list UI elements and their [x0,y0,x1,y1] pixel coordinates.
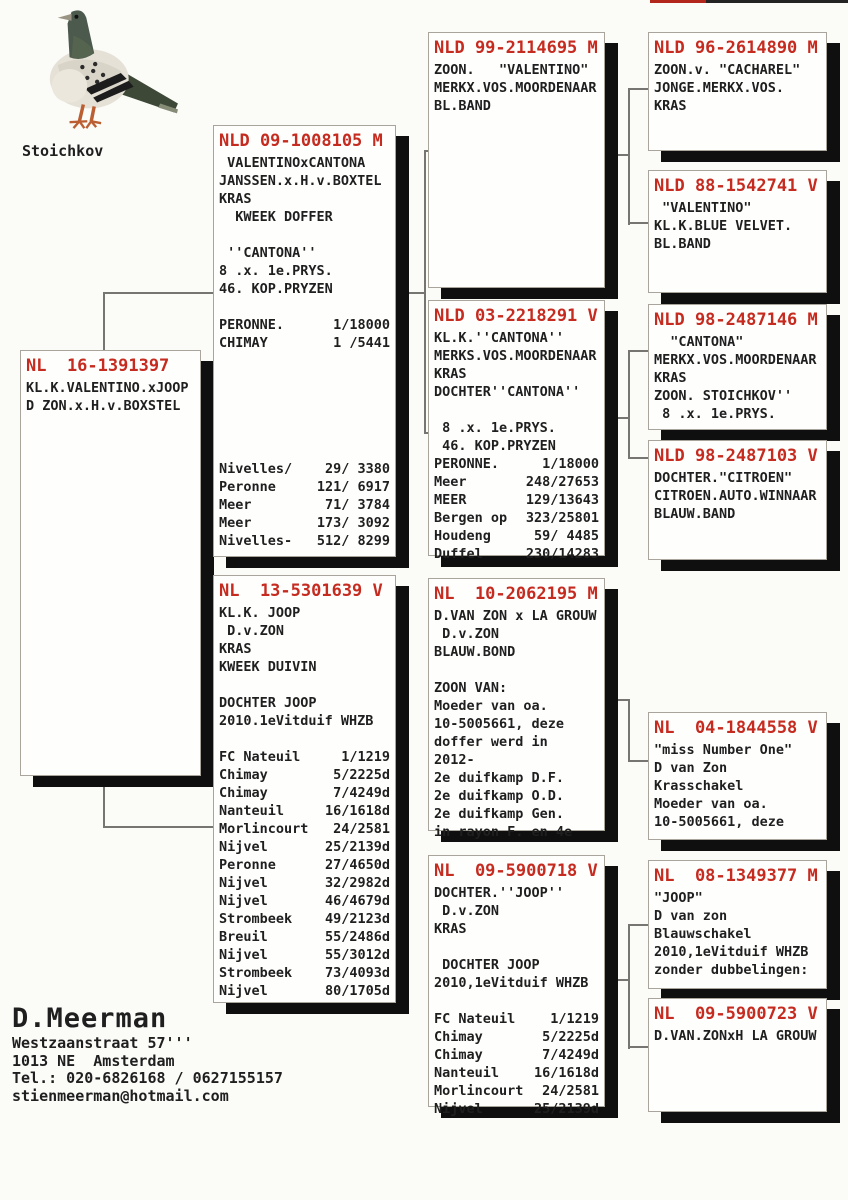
race-name: Nijvel [219,839,268,855]
race-name: PERONNE. [434,456,500,472]
race-score: 1/18000 [542,456,599,472]
pedigree-text-line: KWEEK DUIVIN [219,659,317,675]
race-name: Nivelles/ [219,461,293,477]
race-result-row [219,892,390,910]
race-score: 7/4249d [542,1047,599,1063]
race-name: Houdeng [434,528,491,544]
race-name: Nijvel [219,947,268,963]
race-score: 16/1618d [324,803,390,819]
race-result-row [219,874,390,892]
pedigree-text-line: 2010,1eVitduif WHZB [434,975,589,991]
race-name: FC Nateuil [219,749,301,765]
race-name: Duffel [434,546,483,562]
pedigree-text-line: DOCHTER.''JOOP'' [434,885,565,901]
race-result-row [219,910,390,928]
race-name: Chimay [434,1047,483,1063]
race-score: 5/2225d [333,767,390,783]
pedigree-box-dam-dam-sire [648,860,827,989]
race-name: Strombeek [219,911,293,927]
race-score: 248/27653 [525,474,599,490]
connector-line [628,88,630,225]
pedigree-text-line: D.VAN ZON x LA GROUW [434,608,597,624]
race-result-row [219,928,390,946]
race-score: 24/2581 [333,821,390,837]
race-result-row [219,748,390,766]
pedigree-text-line: BLAUW.BAND [654,506,736,522]
pedigree-text-line [219,676,390,694]
ring-number: NL 08-1349377 M [654,866,818,886]
connector-line [103,776,105,828]
pedigree-text-line: 2010.1eVitduif WHZB [219,713,374,729]
race-score: 230/14283 [525,546,599,562]
race-name: Nanteuil [434,1065,500,1081]
race-name: PERONNE. [219,317,285,333]
race-result-row [434,527,599,545]
pedigree-box-dam-sire [428,578,605,840]
race-name: Nijvel [434,1101,483,1117]
connector-line [628,350,630,459]
race-score: 71/ 3784 [324,497,390,513]
pedigree-box-sire-dam [428,300,605,562]
race-score: 73/4093d [324,965,390,981]
pedigree-text-line: MERKS.VOS.MOORDENAAR [434,348,597,364]
pedigree-text-line: D.VAN.ZONxH LA GROUW [654,1028,817,1044]
pedigree-text-line: D ZON.x.H.v.BOXSTEL [26,398,181,414]
pedigree-text-line: 2010,1eVitduif WHZB [654,944,809,960]
race-result-row [434,1100,599,1118]
pedigree-text-line: BL.BAND [434,98,491,114]
race-name: CHIMAY [219,335,268,351]
connector-line [628,457,648,459]
race-result-row [219,766,390,784]
race-result-row [219,838,390,856]
race-name: Strombeek [219,965,293,981]
pedigree-box-sire-sire-dam [648,170,827,293]
race-score: 323/25801 [525,510,599,526]
pedigree-text-line: "miss Number One" [654,742,793,758]
race-name: Morlincourt [434,1083,524,1099]
ring-number: NL 13-5301639 V [219,581,383,601]
owner-address-line: 1013 NE Amsterdam [12,1051,175,1070]
owner-email: stienmeerman@hotmail.com [12,1086,229,1105]
pedigree-text-line: ZOON. STOICHKOV'' [654,388,793,404]
ring-number: NLD 09-1008105 M [219,131,383,151]
race-name: Chimay [219,767,268,783]
pedigree-text-line: Moeder van oa. [434,698,548,714]
pedigree-text-line: zonder dubbelingen: [654,962,809,978]
pedigree-box-sire-dam-sire [648,304,827,430]
connector-line [628,760,648,762]
scan-artifact-dark-line [706,0,848,3]
owner-contact-block [12,1003,283,1105]
race-result-row [219,334,390,352]
pedigree-text-line: doffer werd in [434,734,548,750]
race-result-row [219,964,390,982]
pedigree-text-line: DOCHTER''CANTONA'' [434,384,581,400]
race-score: 46/4679d [324,893,390,909]
connector-line [628,222,648,224]
connector-line [628,350,648,352]
pedigree-text-line: D van zon [654,908,728,924]
race-result-row [219,514,390,532]
pedigree-text-line: MERKX.VOS.MOORDENAAR [434,80,597,96]
pedigree-box-sire-dam-dam [648,440,827,560]
race-result-row [219,982,390,1000]
pedigree-text-line: KWEEK DOFFER [219,209,333,225]
race-result-row [219,316,390,334]
race-name: Peronne [219,857,276,873]
connector-line [628,1046,648,1048]
race-name: Meer [219,515,252,531]
pedigree-box-dam-sire-dam [648,712,827,840]
race-result-row [219,532,390,550]
race-score: 24/2581 [542,1083,599,1099]
pigeon-illustration [28,2,186,138]
pedigree-box-sire-sire [428,32,605,288]
race-name: Meer [219,497,252,513]
pedigree-text-line [219,298,390,316]
ring-number: NLD 03-2218291 V [434,306,598,326]
ring-number: NL 16-1391397 [26,356,170,376]
owner-phone: Tel.: 020-6826168 / 0627155157 [12,1069,283,1087]
pedigree-text-line: MERKX.VOS.MOORDENAAR [654,352,817,368]
race-score: 129/13643 [525,492,599,508]
pedigree-text-line [219,370,390,388]
pedigree-text-line: DOCHTER."CITROEN" [654,470,793,486]
race-score: 121/ 6917 [316,479,390,495]
pedigree-text-line: KRAS [434,921,467,937]
photo-label: Stoichkov [22,142,104,160]
pedigree-text-line: DOCHTER JOOP [434,957,540,973]
pigeon-photo [28,2,188,138]
pedigree-text-line: D.v.ZON [434,626,500,642]
race-result-row [434,1082,599,1100]
pedigree-text-line [219,730,390,748]
race-result-row [219,478,390,496]
pedigree-text-line: D van Zon [654,760,728,776]
race-score: 1/18000 [333,317,390,333]
ring-number: NL 09-5900723 V [654,1004,818,1024]
pedigree-text-line: "VALENTINO" [654,200,752,216]
pedigree-text-line: CITROEN.AUTO.WINNAAR [654,488,817,504]
pedigree-text-line: "CANTONA" [654,334,744,350]
pedigree-text-line: 46. KOP.PRYZEN [219,281,333,297]
race-result-row [434,1010,599,1028]
connector-line [408,292,425,294]
pedigree-text-line: D.v.ZON [219,623,285,639]
race-score: 27/4650d [324,857,390,873]
pedigree-text-line [434,401,599,419]
pedigree-text-line: ''CANTONA'' [219,245,317,261]
race-result-row [434,491,599,509]
race-name: Peronne [219,479,276,495]
pedigree-text-line: 8 .x. 1e.PRYS. [654,406,776,422]
pedigree-text-line: ZOON VAN: [434,680,508,696]
connector-line [103,292,105,352]
connector-line [628,699,630,762]
pedigree-text-line: 2e duifkamp D.F. [434,770,565,786]
ring-number: NLD 88-1542741 V [654,176,818,196]
race-score: 1 /5441 [333,335,390,351]
pedigree-text-line: in rayon F. en 4e [434,824,573,840]
pedigree-text-line: KL.K.VALENTINO.xJOOP [26,380,189,396]
race-result-row [434,509,599,527]
race-result-row [219,802,390,820]
race-result-row [434,455,599,473]
race-score: 7/4249d [333,785,390,801]
pedigree-text-line: KL.K.''CANTONA'' [434,330,565,346]
pedigree-text-line: 10-5005661, deze [654,814,785,830]
pedigree-text-line: BLAUW.BOND [434,644,516,660]
race-score: 80/1705d [324,983,390,999]
pedigree-text-line: ZOON. "VALENTINO" [434,62,589,78]
pedigree-text-line: 2e duifkamp Gen. [434,806,565,822]
ring-number: NL 09-5900718 V [434,861,598,881]
pedigree-text-line: 2e duifkamp O.D. [434,788,565,804]
owner-name: D.Meerman [12,1003,168,1034]
pedigree-box-sire-sire-sire [648,32,827,151]
race-score: 32/2982d [324,875,390,891]
pedigree-text-line: DOCHTER JOOP [219,695,317,711]
connector-line [628,924,648,926]
scan-artifact-red-line [650,0,706,3]
pedigree-text-line: 10-5005661, deze [434,716,565,732]
race-name: Nijvel [219,893,268,909]
pedigree-box-dam-dam [428,855,605,1117]
race-result-row [434,1046,599,1064]
pedigree-text-line [219,442,390,460]
race-score: 25/2139d [324,839,390,855]
pedigree-text-line: Krasschakel [654,778,744,794]
connector-line [103,292,214,294]
race-name: Nijvel [219,983,268,999]
race-name: Morlincourt [219,821,309,837]
race-name: Chimay [219,785,268,801]
race-score: 1/1219 [550,1011,599,1027]
race-result-row [434,1028,599,1046]
pedigree-text-line: 8 .x. 1e.PRYS. [219,263,333,279]
race-score: 1/1219 [341,749,390,765]
pedigree-text-line: KRAS [219,191,252,207]
race-score: 173/ 3092 [316,515,390,531]
race-score: 16/1618d [533,1065,599,1081]
pedigree-text-line [219,388,390,406]
pedigree-box-sire [213,125,396,557]
pedigree-text-line [219,352,390,370]
pedigree-box-dam [213,575,396,1003]
pedigree-text-line: Blauwschakel [654,926,752,942]
race-result-row [219,820,390,838]
pedigree-text-line: Moeder van oa. [654,796,768,812]
connector-line [103,826,214,828]
owner-address-line: Westzaanstraat 57''' [12,1034,193,1052]
pedigree-text-line [219,406,390,424]
ring-number: NLD 98-2487146 M [654,310,818,330]
ring-number: NLD 99-2114695 M [434,38,598,58]
race-result-row [434,473,599,491]
pedigree-text-line: KRAS [219,641,252,657]
race-name: Meer [434,474,467,490]
race-score: 49/2123d [324,911,390,927]
pedigree-text-line: KRAS [434,366,467,382]
ring-number: NL 04-1844558 V [654,718,818,738]
race-name: Nijvel [219,875,268,891]
ring-number: NL 10-2062195 M [434,584,598,604]
race-name: FC Nateuil [434,1011,516,1027]
pedigree-text-line: JANSSEN.x.H.v.BOXTEL [219,173,382,189]
race-result-row [434,1064,599,1082]
race-score: 5/2225d [542,1029,599,1045]
pedigree-text-line: KL.K.BLUE VELVET. [654,218,793,234]
pedigree-text-line [219,424,390,442]
pedigree-text-line [434,992,599,1010]
pedigree-text-line: KRAS [654,98,687,114]
race-name: Nanteuil [219,803,285,819]
ring-number: NLD 98-2487103 V [654,446,818,466]
pedigree-text-line: 46. KOP.PRYZEN [434,438,556,454]
pedigree-text-line: 2012- [434,752,475,768]
race-score: 59/ 4485 [533,528,599,544]
race-name: Breuil [219,929,268,945]
race-result-row [219,460,390,478]
pedigree-text-line: KRAS [654,370,687,386]
pedigree-text-line: ZOON.v. "CACHAREL" [654,62,801,78]
race-result-row [219,946,390,964]
connector-line [424,150,426,434]
pedigree-text-line: VALENTINOxCANTONA [219,155,366,171]
race-score: 55/2486d [324,929,390,945]
pedigree-text-line: 8 .x. 1e.PRYS. [434,420,556,436]
race-name: Nivelles- [219,533,293,549]
pedigree-text-line: "JOOP" [654,890,703,906]
race-name: MEER [434,492,467,508]
pedigree-box-dam-dam-dam [648,998,827,1112]
connector-line [628,88,648,90]
race-name: Bergen op [434,510,508,526]
race-score: 25/2139d [533,1101,599,1117]
race-result-row [434,545,599,563]
race-name: Chimay [434,1029,483,1045]
race-score: 512/ 8299 [316,533,390,549]
pedigree-text-line: D.v.ZON [434,903,500,919]
race-score: 55/3012d [324,947,390,963]
pedigree-text-line: KL.K. JOOP [219,605,301,621]
race-result-row [219,856,390,874]
pedigree-box-subject [20,350,201,776]
race-result-row [219,496,390,514]
ring-number: NLD 96-2614890 M [654,38,818,58]
pedigree-text-line [434,661,599,679]
race-score: 29/ 3380 [324,461,390,477]
pedigree-text-line [434,938,599,956]
pedigree-text-line [219,226,390,244]
pedigree-text-line: JONGE.MERKX.VOS. [654,80,785,96]
pedigree-text-line: BL.BAND [654,236,711,252]
race-result-row [219,784,390,802]
connector-line [628,924,630,1049]
